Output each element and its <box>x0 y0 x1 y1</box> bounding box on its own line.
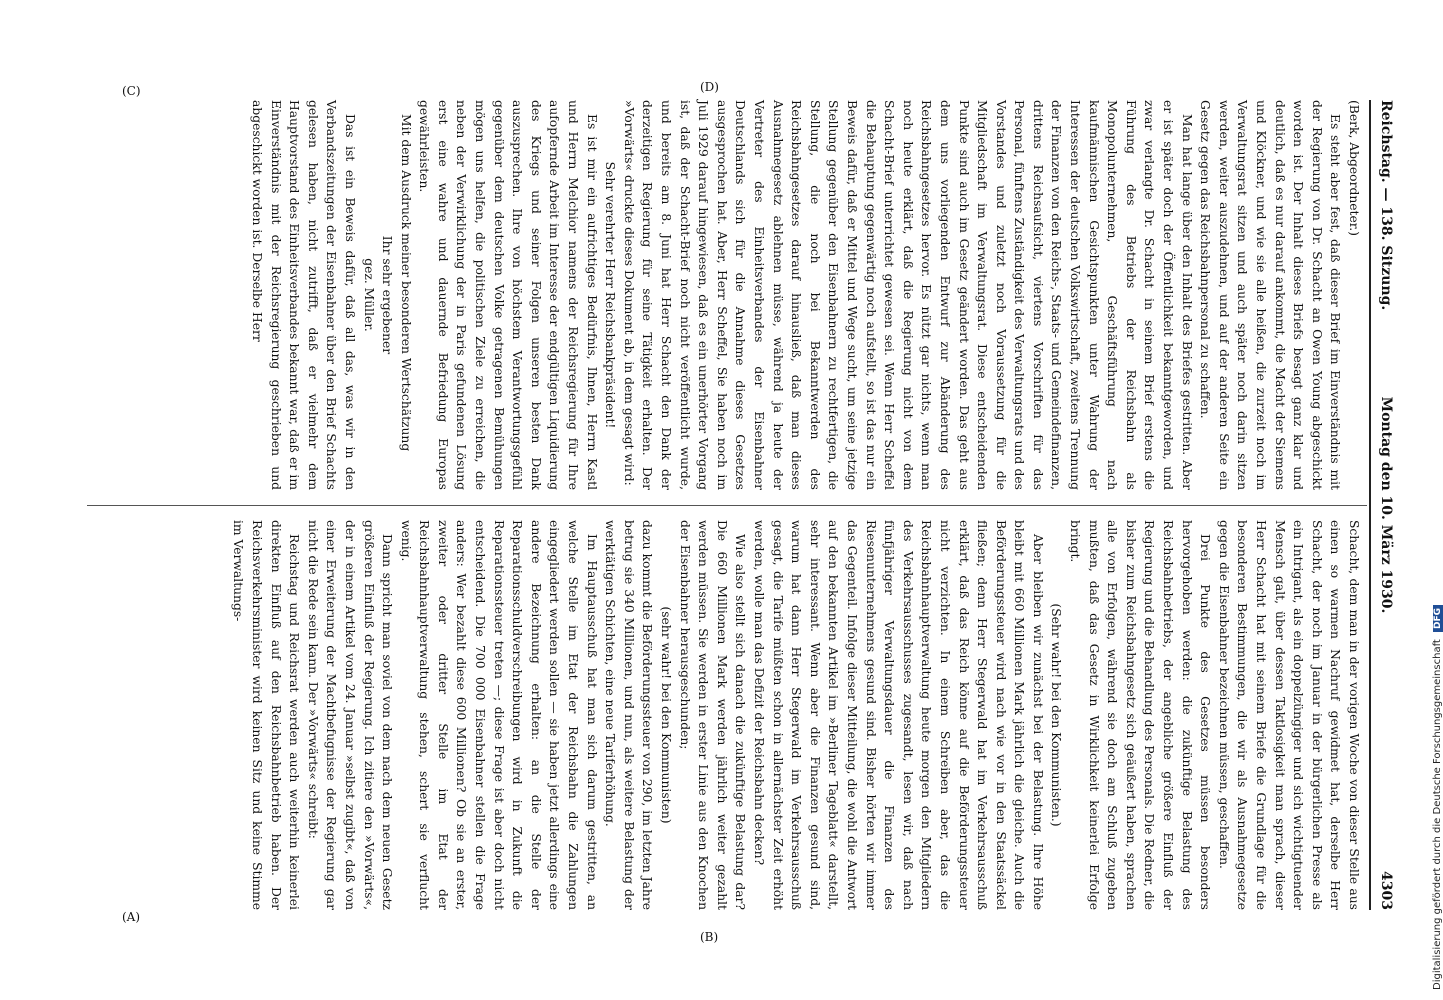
paragraph: Dann spricht man soviel von dem nach dem neuen Gesetz größeren Einfluß der Regierung. Ich zitiere den »Vorwärts«, der in einem Artikel vom 24. Januar »selbst zugibt«, daß von einer Erweiterung der Machtbefugnisse der Regierung gar nicht die Rede sein kann. Der »Vorwärts« schreibt: <box>305 520 395 910</box>
margin-mark-b: (B) <box>700 930 719 944</box>
margin-mark-a: (A) <box>122 910 141 924</box>
quote: Reichstag und Reichsrat werden auch weiterhin keinerlei direkten Einfluß auf den Reichsbahnbetrieb haben. Der Reichsverkehrsminister wird keinen Sitz und keine Stimme im Verwaltungs- <box>231 520 302 910</box>
speaker-label: (Berk, Abgeordneter.) <box>1347 100 1361 236</box>
page-header <box>1373 100 1395 910</box>
paragraph: Schacht, dem man in der vorigen Woche von dieser Stelle aus einen so warmen Nachruf gewidmet hat, derselbe Herr Schacht, der noch im Januar in der bürgerlichen Presse als ein Intrigant, als ein doppelzüngiger und sich wichtigtuender Mensch galt, über dessen Taktlosigkeit man sprach, dieser Herr Schacht hat mit seinem Briefe die Grundlage für die besonderen Bestimmungen, die wir als Ausnahmegesetze gegen die Eisenbahner bezeichnen müssen, geschaffen. <box>1216 520 1361 910</box>
paragraph: Das ist ein Beweis dafür, daß all das, was wir in den Verbandszeitungen der Eisenbahner über den Brief Schachts gelesen haben, nicht zutrifft, daß er vielmehr dem Hauptvorstand des Einheitsverbandes bekannt war, daß er im Einverständnis mit der Reichsregierung geschrieben und abgeschickt worden ist. Derselbe Herr <box>249 100 357 490</box>
interjection: (Sehr wahr! bei den Kommunisten.) <box>1049 603 1064 827</box>
paragraph: Wie also stellt sich danach die zukünftige Belastung dar? Die 660 Millionen Mark werden jährlich weiter gezahlt werden müssen. Sie werden in erster Linie aus den Knochen der Eisenbahner herausgeschunden; <box>677 520 748 910</box>
page-number: 4303 <box>1378 871 1394 910</box>
column-right <box>83 520 1363 910</box>
margin-mark-d: (D) <box>700 80 719 94</box>
margin-mark-c: (C) <box>122 84 141 98</box>
header-left: Reichstag. — 138. Sitzung. <box>1378 100 1394 311</box>
paragraph: Im Hauptausschuß hat man sich darum gestritten, an welche Stelle im Etat der Reichsbahn die Zahlungen eingegliedert werden sollen — sie haben jetzt allerdings eine andere Bezeichnung erhalten: an die Stelle der Reparationsschuldverschreibungen wird in Zukunft die Reparationssteuer treten —; diese Frage ist aber doch nicht entscheidend. Die 700 000 Eisenbahner stellen die Frage anders: Wer bezahlt diese 600 Millionen? Ob sie an erster, zweiter oder dritter Stelle im Etat der Reichsbahnhauptverwaltung stehen, schert sie verflucht wenig. <box>398 520 599 910</box>
letter-salutation: Sehr verehrter Herr Reichsbankpräsident! <box>603 161 618 429</box>
paragraph: Es steht aber fest, daß dieser Brief im Einverständnis mit der Regierung von Dr. Schacht an Owen Young abgeschickt worden ist. Der Inhalt dieses Briefs besagt ganz klar und deutlich, daß es nur darauf ankommt, die Macht der Siemens und Klöckner, und wie sie alle heißen, die zurzeit noch im Verwaltungsrat sitzen und auch später noch darin sitzen werden, weiter auszudehnen, und auf der anderen Seite ein Gesetz gegen das Reichsbahnpersonal zu schaffen. <box>1198 100 1343 490</box>
dfg-logo: DFG <box>1433 605 1443 632</box>
interjection: (sehr wahr! bei den Kommunisten) <box>659 606 674 824</box>
side-note-text: Digitalisierung gefördert durch die Deutsche Forschungsgemeinschaft <box>1432 639 1443 990</box>
header-rule <box>1369 100 1371 910</box>
letter-sign-off: Ihr sehr ergebener <box>380 235 395 355</box>
paragraph: Aber bleiben wir zunächst bei der Belastung. Ihre Höhe bleibt mit 660 Millionen Mark jährlich die gleiche. Auch die Beförderungssteuer wird nach wie vor in den Staatssäckel fließen; denn Herr Stegerwald hat im Verkehrsausschuß erklärt, daß das Reich könne auf die Beförderungssteuer nicht verzichten. In einem Schreiben aber, das die Reichsbahnhauptverwaltung heute morgen den Mitgliedern des Verkehrsausschusses zugesandt, lesen wir, daß nach fünfjähriger Verwaltungsdauer die Finanzen des Riesenunternehmens gesund sind. Bisher hörten wir immer das Gegenteil. Infolge dieser Mitteilung, die wohl die Antwort auf den bekannten Artikel im »Berliner Tageblatt« darstellt, sehr interessant. Wenn aber die Finanzen gesund sind, warum hat dann Herr Stegerwald im Verkehrsausschuß gesagt, die Tarife müßten schon in allernächster Zeit erhöht werden, wolle man das Defizit der Reichsbahn decken? <box>752 520 1045 910</box>
paragraph: Man hat lange über den Inhalt des Briefes gestritten. Aber er ist später doch der Öffentlichkeit bekanntgeworden, und zwar verlangte Dr. Schacht in seinem Brief erstens die Führung des Betriebs der Reichsbahn als Monopolunternehmen, Geschäftsführung nach kaufmännischen Gesichtspunkten unter Wahrung der Interessen der deutschen Volkswirtschaft, zweitens Trennung der Finanzen von den Reichs-, Staats- und Gemeindefinanzen, drittens Reichsaufsicht, viertens Vorschriften für das Personal, fünftens Zuständigkeit des Verwaltungsrats und des Vorstandes und zuletzt noch Voraussetzung für die Mitgliedschaft im Verwaltungsrat. Diese entscheidenden Punkte sind auch im Gesetz geändert worden. Das geht aus dem uns vorliegenden Entwurf zur Abänderung des Reichsbahngesetzes hervor. Es nützt gar nichts, wenn man noch heute erklärt, daß die Regierung nicht von dem Schacht-Brief unterrichtet gewesen sei. Wenn Herr Scheffel die Behauptung gegenwärtig noch aufstellt, so ist das nur ein Beweis dafür, daß er Mittel und Wege sucht, um seine jetzige Stellung gegenüber den Eisenbahnern zu rechtfertigen, die Stellung, die noch bei Bekanntwerden des Reichsbahngesetzes darauf hinausließ, daß man dieses Ausnahmegesetz ablehnen müsse, während ja heute der Vertreter des Einheitsverbandes der Eisenbahner Deutschlands sich für die Annahme dieses Gesetzes ausgesprochen hat. Aber, Herr Scheffel, Sie haben noch im Juli 1929 darauf hingewiesen, daß es ein unerhörter Vorgang ist, daß der Schacht-Brief noch nicht veröffentlicht wurde, und bereits am 8. Juni hat Herr Schacht den Dank der derzeitigen Regierung für seine Tätigkeit erhalten. Der »Vorwärts« druckte dieses Dokument ab, in dem gesagt wird: <box>621 100 1194 490</box>
letter-signature: gez. Müller. <box>361 258 376 332</box>
column-left <box>83 100 1363 490</box>
paragraph: dazu kommt die Beförderungssteuer von 290, im letzten Jahre betrug sie 340 Millionen, und nun, als weitere Belastung der werktätigen Schichten, eine neue Tariferhöhung. <box>603 520 655 910</box>
letter-closing: Mit dem Ausdruck meiner besonderen Wertschätzung <box>398 114 413 452</box>
side-note <box>1432 605 1443 990</box>
header-date: Montag den 10. März 1930. <box>1378 396 1394 614</box>
column-divider <box>87 505 1367 506</box>
letter-body: Es ist mir ein aufrichtiges Bedürfnis, Ihnen, Herrn Kastl und Herrn Melchior namens der Reichsregierung für Ihre aufopfernde Arbeit im Interesse der endgültigen Liquidierung des Kriegs und seiner Folgen unseren besten Dank auszusprechen. Ihre von höchstem Verantwortungsgefühl gegenüber dem deutschen Volke getragenen Bemühungen mögen uns helfen, die politischen Ziele zu erreichen, die neben der Verwirklichung der in Paris gefundenen Lösung erst eine wahre und dauernde Befriedung Europas gewährleisten. <box>417 100 599 490</box>
paragraph: Drei Punkte des Gesetzes müssen besonders hervorgehoben werden: die zukünftige Belastung des Reichsbahnbetriebs, der angebliche größere Einfluß der Regierung und die Behandlung des Personals. Die Redner, die bisher zum Reichsbahngesetz sich geäußert haben, sprachen alle von Erfolgen, während sie doch am Schluß zugeben mußten, daß das Gesetz in Wirklichkeit keinerlei Erfolge bringt. <box>1068 520 1213 910</box>
rotated-page <box>75 100 1395 910</box>
